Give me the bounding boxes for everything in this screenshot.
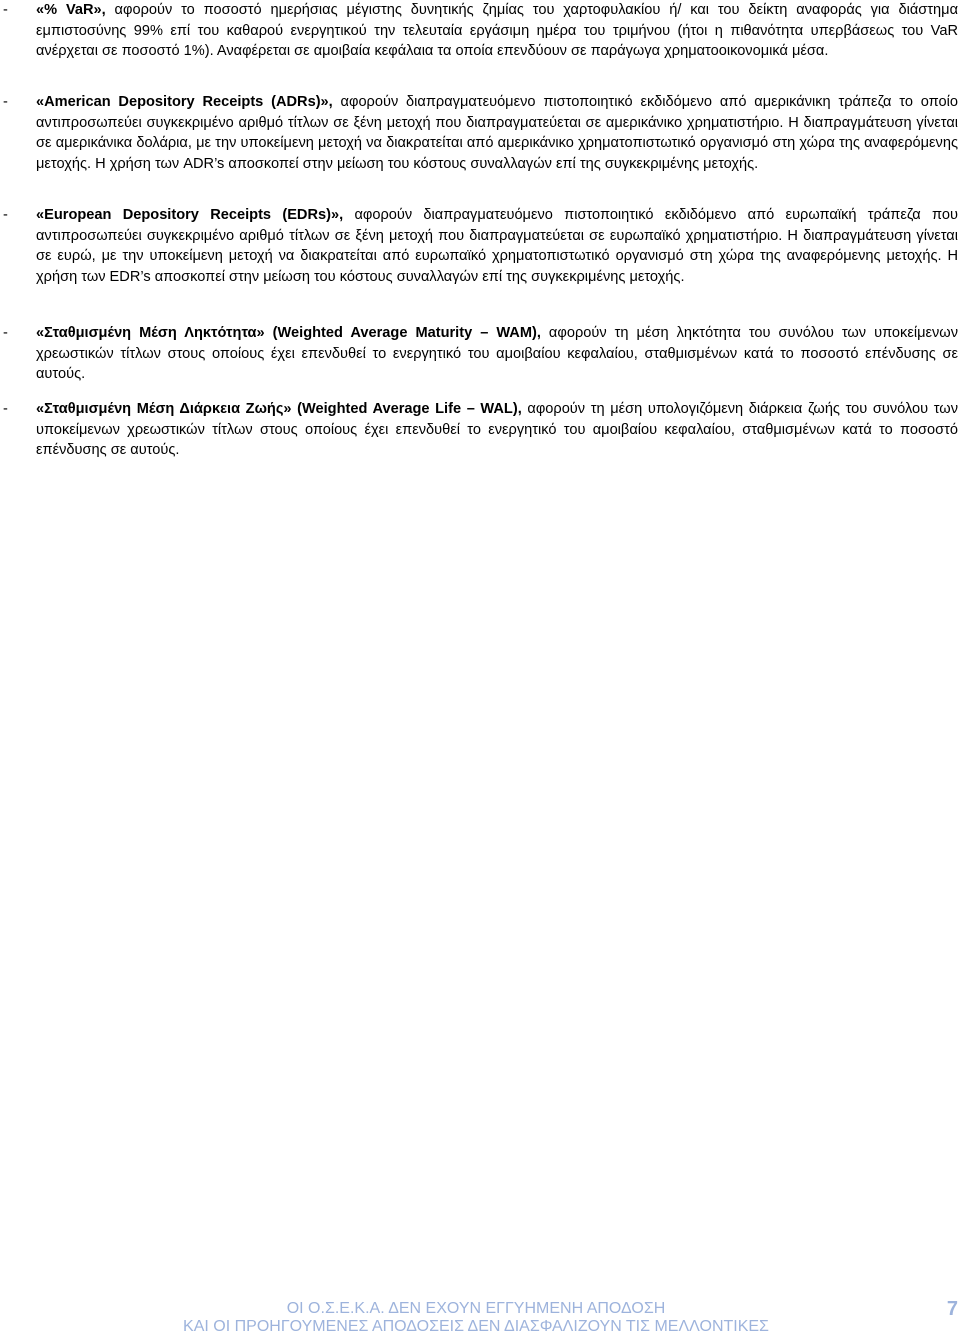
definition-term: «% VaR», <box>36 2 106 18</box>
definition-text <box>36 205 958 287</box>
definition-description: αφορούν το ποσοστό ημερήσιας μέγιστης δυνητικής ζημίας του χαρτοφυλακίου ή/ και του δείκτη αναφοράς για διάστημα εμπιστοσύνης 99% επί του καθαρού ενεργητικού την τελευταία εργάσιμη ημέρα του τριμήνου (ήτοι η πιθανότητα υπερβάσεως του VaR ανέρχεται σε ποσοστό 1%). Αναφέρεται σε αμοιβαία κεφάλαια τα οποία επενδύουν σε παράγωγα χρηματοοικονομικά μέσα. <box>36 2 958 59</box>
footer-disclaimer-line2: ΚΑΙ ΟΙ ΠΡΟΗΓΟΥΜΕΝΕΣ ΑΠΟΔΟΣΕΙΣ ΔΕΝ ΔΙΑΣΦΑΛΙΖΟΥΝ ΤΙΣ ΜΕΛΛΟΝΤΙΚΕΣ <box>183 1318 769 1335</box>
page-footer <box>0 1297 960 1337</box>
footer-disclaimer-line1: ΟΙ Ο.Σ.Ε.Κ.Α. ΔΕΝ ΕΧΟΥΝ ΕΓΓΥΗΜΕΝΗ ΑΠΟΔΟΣΗ <box>286 1300 666 1317</box>
list-marker: - <box>3 207 8 223</box>
definition-description: αφορούν τη μέση ληκτότητα του συνόλου των υποκείμενων χρεωστικών τίτλων στους οποίους έχει επενδυθεί το ενεργητικό του αμοιβαίου κεφαλαίου, σταθμισμένων κατά το ποσοστό επένδυσης σε αυτούς. <box>36 325 958 382</box>
definition-text <box>36 0 958 62</box>
list-marker: - <box>3 401 8 417</box>
list-marker: - <box>3 325 8 341</box>
definition-description: αφορούν διαπραγματευόμενο πιστοποιητικό εκδιδόμενο από αμερικάνικη τράπεζα το οποίο αντιπροσωπεύει συγκεκριμένο αριθμό τίτλων σε ξένη μετοχή που διαπραγματεύεται σε αμερικάνικο χρηματιστήριο. Η διαπραγμάτευση γίνεται σε αμερικάνικα δολάρια, με την υποκείμενη μετοχή να διακρατείται από αμερικάνικο χρηματοπιστωτικό οργανισμό στη χώρα της αναφερόμενης μετοχής. Η χρήση των ADR’s αποσκοπεί στην μείωση του κόστους συναλλαγών επί της συγκεκριμένης μετοχής. <box>36 94 958 172</box>
list-marker: - <box>3 94 8 110</box>
definition-text <box>36 399 958 461</box>
definition-term: «American Depository Receipts (ADRs)», <box>36 94 333 110</box>
definition-term: «European Depository Receipts (EDRs)», <box>36 207 344 223</box>
definition-text <box>36 323 958 385</box>
definition-term: «Σταθμισμένη Μέση Διάρκεια Ζωής» (Weighted Average Life – WAL), <box>36 401 522 417</box>
definition-term: «Σταθμισμένη Μέση Ληκτότητα» (Weighted Average Maturity – WAM), <box>36 325 541 341</box>
definition-description: αφορούν τη μέση υπολογιζόμενη διάρκεια ζωής του συνόλου των υποκείμενων χρεωστικών τίτλων στους οποίους έχει επενδυθεί το ενεργητικό του αμοιβαίου κεφαλαίου, σταθμισμένων κατά το ποσοστό επένδυσης σε αυτούς. <box>36 401 958 458</box>
list-marker: - <box>3 2 8 18</box>
definition-description: αφορούν διαπραγματευόμενο πιστοποιητικό εκδιδόμενο από ευρωπαϊκή τράπεζα που αντιπροσωπεύει συγκεκριμένο αριθμό τίτλων σε ξένη μετοχή που διαπραγματεύεται σε ευρωπαϊκό χρηματιστήριο. Η διαπραγμάτευση γίνεται σε ευρώ, με την υποκείμενη μετοχή να διακρατείται από ευρωπαϊκό χρηματοπιστωτικό οργανισμό στη χώρα της αναφερόμενης μετοχής. Η χρήση των EDR’s αποσκοπεί στην μείωση του κόστους συναλλαγών επί της συγκεκριμένης μετοχής. <box>36 207 958 285</box>
definition-text <box>36 92 958 174</box>
page-number: 7 <box>946 1298 958 1320</box>
